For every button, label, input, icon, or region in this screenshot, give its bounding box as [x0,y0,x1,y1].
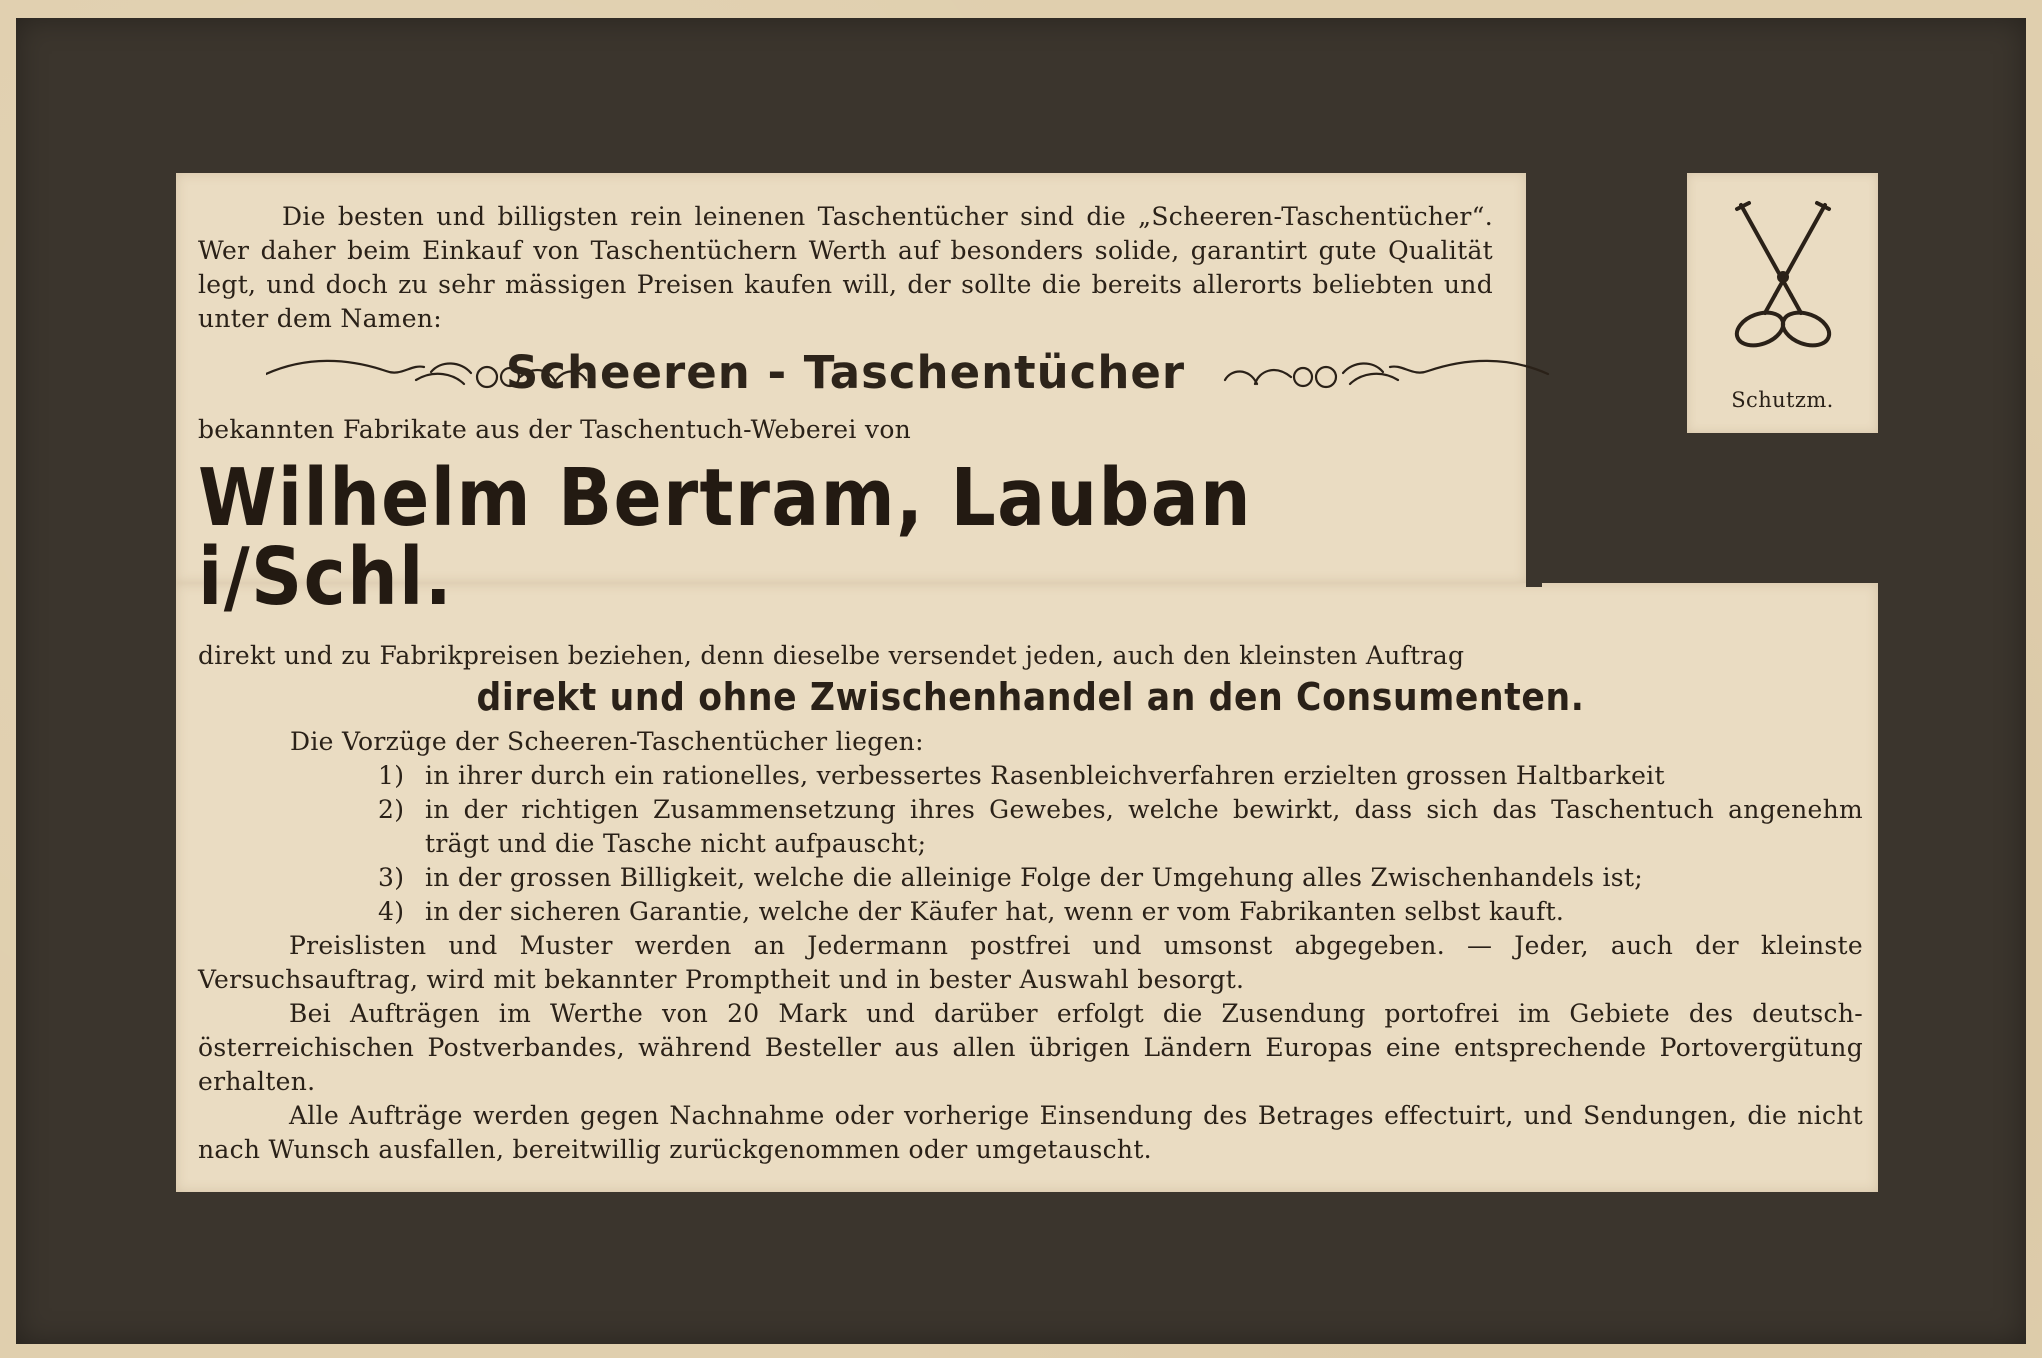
advantage-text: in der grossen Billigkeit, welche die alleinige Folge der Umgehung alles Zwischenhandels ist; [425,862,1644,892]
shipping-paragraph: Bei Aufträgen im Werthe von 20 Mark und darüber erfolgt die Zusendung portofrei im Gebiete des deutsch-österreichischen Postverbandes, während Besteller aus allen übrigen Ländern Europas eine entsprechende Portovergütung erhalten. [198,998,1863,1096]
advantage-item [378,861,1863,895]
product-heading-row [198,337,1493,413]
intro-paragraph: Die besten und billigsten rein leinenen Taschentücher sind die „Scheeren-Taschentücher“. Wer daher beim Einkauf von Taschentüchern Werth auf besonders solide, garantirt gute Qualität legt, und doch zu sehr mässigen Preisen kaufen will, der sollte die bereits allerorts beliebten und unter dem Namen: [198,202,1493,333]
advantages-list [198,759,1863,929]
advantage-text: in der richtigen Zusammensetzung ihres Gewebes, welche bewirkt, dass sich das Taschentuch angenehm trägt und die Tasche nicht aufpauscht; [425,794,1863,858]
advantage-number: 3) [378,862,405,892]
advantage-text: in ihrer durch ein rationelles, verbessertes Rasenbleichverfahren erzielten grossen Haltbarkeit [425,760,1665,790]
advantage-number: 2) [378,794,405,824]
payment-paragraph: Alle Aufträge werden gegen Nachnahme oder vorherige Einsendung des Betrages effectuirt, und Sendungen, die nicht nach Wunsch ausfallen, bereitwillig zurückgenommen oder umgetauscht. [198,1100,1863,1164]
advantage-number: 1) [378,760,405,790]
advantage-item [378,895,1863,929]
product-heading: Scheeren - Taschentücher [505,346,1186,399]
direct-sale-headline: direkt und ohne Zwischenhandel an den Consumenten. [476,675,1585,719]
advantages-title: Die Vorzüge der Scheeren-Taschentücher liegen: [290,726,924,756]
trademark-label: Schutzm. [1731,388,1834,412]
company-intro: bekannten Fabrikate aus der Taschentuch-Weberei von [198,415,912,444]
direct-order-text: direkt und zu Fabrikpreisen beziehen, denn dieselbe versendet jeden, auch den kleinsten Auftrag [198,641,1465,670]
advantage-text: in der sicheren Garantie, welche der Käufer hat, wenn er vom Fabrikanten selbst kauft. [425,896,1565,926]
price-list-paragraph: Preislisten und Muster werden an Jedermann postfrei und umsonst abgegeben. — Jeder, auch der kleinste Versuchsauftrag, wird mit bekannter Promptheit und in bester Auswahl besorgt. [198,930,1863,994]
advertisement-text [198,200,1863,1167]
advantage-item [378,759,1863,793]
company-name: Wilhelm Bertram, Lauban i/Schl. [198,452,1253,623]
advantage-number: 4) [378,896,405,926]
advantage-item [378,793,1863,861]
right-ornament-icon [1213,344,1608,404]
